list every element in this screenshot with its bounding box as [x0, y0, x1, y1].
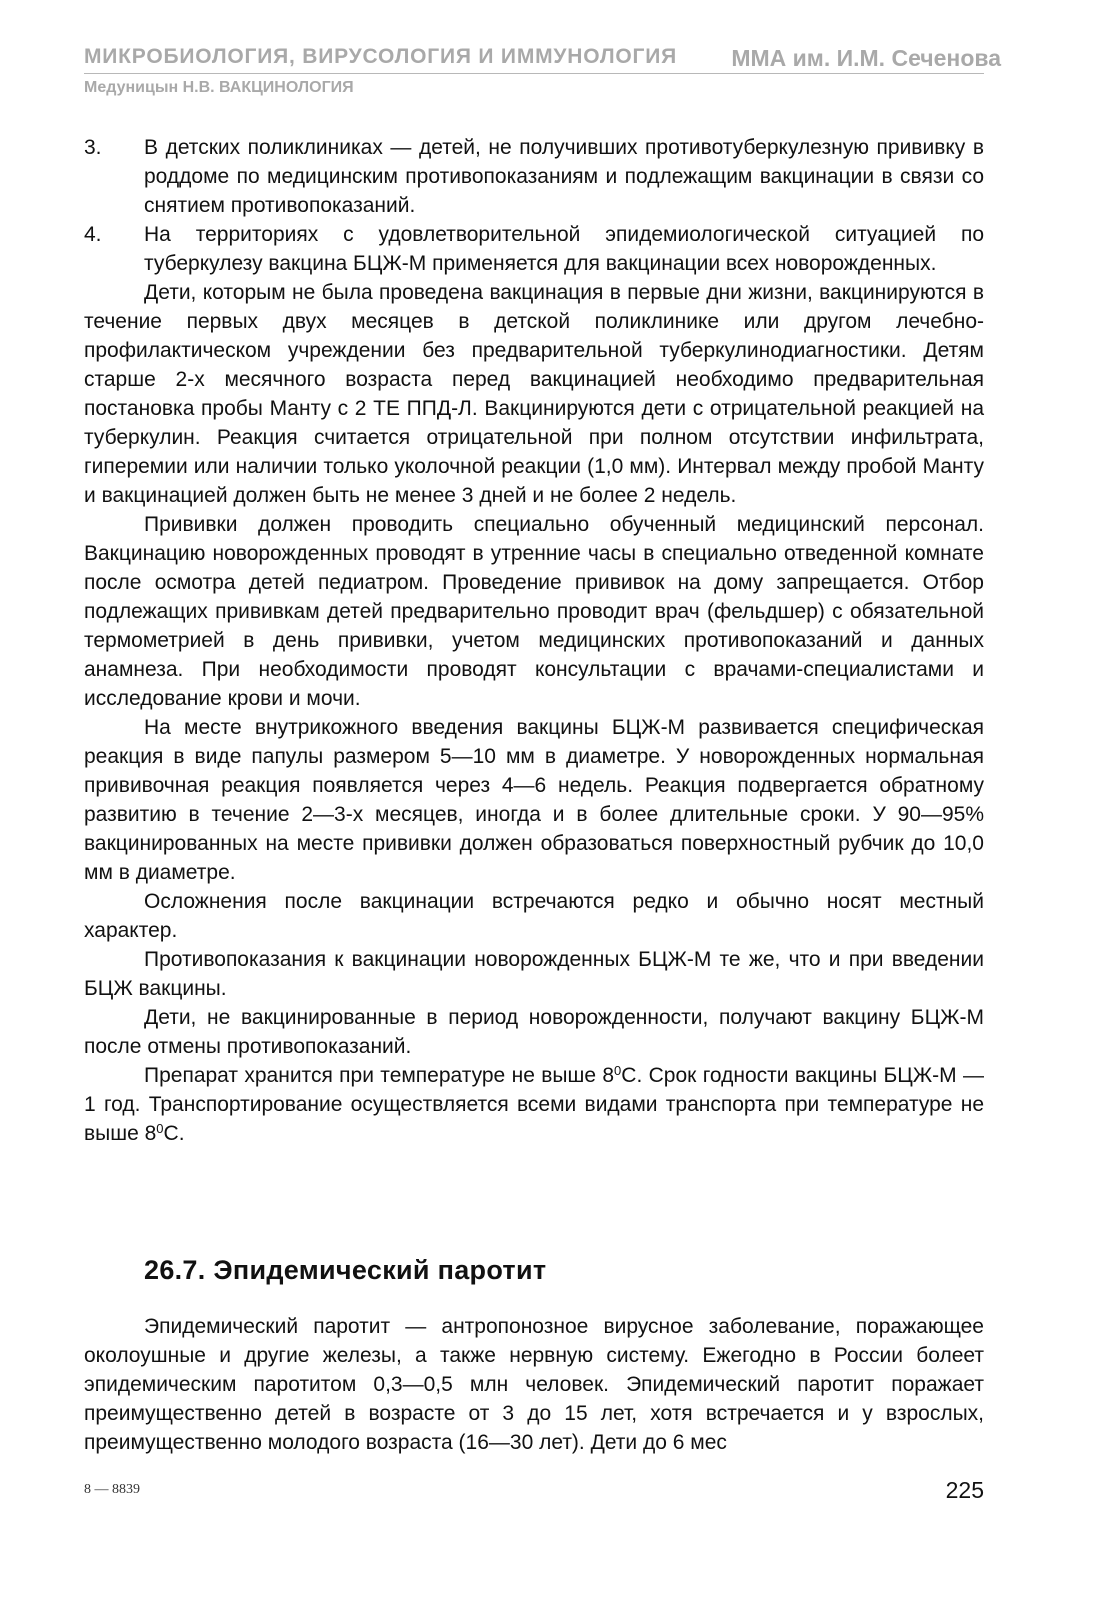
paragraph: Прививки должен проводить специально обученный медицинский персонал. Вакцинацию новорожденных проводят в утренние часы в специально отведенной комнате после осмотра детей педиатром. Проведение прививок на дому запрещается. Отбор подлежащих прививкам детей предварительно проводит врач (фельдшер) с обязательной термометрией в день прививки, учетом медицинских противопоказаний и данных анамнеза. При необходимости проводят консультации с врачами-специалистами и исследование крови и мочи. [84, 513, 984, 710]
paragraph: Осложнения после вакцинации встречаются редко и обычно носят местный характер. [84, 890, 984, 942]
storage-text: С. [163, 1122, 185, 1145]
running-header-institution: ММА им. И.М. Сеченова [731, 45, 1001, 71]
running-header-title: МИКРОБИОЛОГИЯ, ВИРУСОЛОГИЯ И ИММУНОЛОГИЯ [84, 45, 678, 68]
list-item [84, 133, 984, 220]
print-signature: 8 — 8839 [84, 1482, 140, 1497]
degree-superscript: 0 [156, 1121, 164, 1136]
list-item [84, 220, 984, 278]
storage-text: Препарат хранится при температуре не выше 8 [144, 1064, 615, 1087]
paragraph-storage [84, 1061, 984, 1148]
paragraph: Дети, не вакцинированные в период новорожденности, получают вакцину БЦЖ-М после отмены противопоказаний. [84, 1006, 984, 1058]
paragraph: Противопоказания к вакцинации новорожденных БЦЖ-М те же, что и при введении БЦЖ вакцины. [84, 948, 984, 1000]
section-text [84, 1312, 984, 1457]
section-heading: 26.7. Эпидемический паротит [144, 1255, 547, 1285]
paragraph: На месте внутрикожного введения вакцины БЦЖ-М развивается специфическая реакция в виде папулы размером 5—10 мм в диаметре. У новорожденных нормальная прививочная реакция появляется через 4—6 недель. Реакция подвергается обратному развитию в течение 2—3-х месяцев, иногда и в более длительные сроки. У 90—95% вакцинированных на месте прививки должен образоваться поверхностный рубчик до 10,0 мм в диаметре. [84, 716, 984, 884]
paragraph: Дети, которым не была проведена вакцинация в первые дни жизни, вакцинируются в течение первых двух месяцев в детской поликлинике или другом лечебно-профилактическом учреждении без предварительной туберкулинодиагностики. Детям старше 2-х месячного возраста перед вакцинацией необходимо предварительная постановка пробы Манту с 2 ТЕ ППД-Л. Вакцинируются дети с отрицательной реакцией на туберкулин. Реакция считается отрицательной при полном отсутствии инфильтрата, гиперемии или наличии только уколочной реакции (1,0 мм). Интервал между пробой Манту и вакцинацией должен быть не менее 3 дней и не более 2 недель. [84, 281, 984, 507]
list-number: 4. [84, 223, 102, 246]
list-number: 3. [84, 136, 102, 159]
degree-superscript: 0 [614, 1063, 622, 1078]
list-text: В детских поликлиниках — детей, не получивших противотуберкулезную прививку в роддоме по медицинским противопоказаниям и подлежащим вакцинации в связи со снятием противопоказаний. [144, 136, 984, 217]
running-header-subtitle: Медуницын Н.В. ВАКЦИНОЛОГИЯ [84, 79, 354, 96]
paragraph: Эпидемический паротит — антропонозное вирусное заболевание, поражающее околоушные и другие железы, а также нервную систему. Ежегодно в России болеет эпидемическим паротитом 0,3—0,5 млн человек. Эпидемический паротит поражает преимущественно детей в возрасте от 3 до 15 лет, хотя встречается и у взрослых, преимущественно молодого возраста (16—30 лет). Дети до 6 мес [84, 1315, 984, 1454]
header-divider [84, 73, 984, 74]
storage-text: С. Срок годности вакцины БЦЖ-М — 1 год. Транспортирование осуществляется всеми видами транспорта при температуре не выше 8 [84, 1064, 985, 1145]
list-text: На территориях с удовлетворительной эпидемиологической ситуацией по туберкулезу вакцина БЦЖ-М применяется для вакцинации всех новорожденных. [144, 223, 984, 275]
main-text [84, 133, 984, 1148]
page-number: 225 [945, 1477, 984, 1503]
